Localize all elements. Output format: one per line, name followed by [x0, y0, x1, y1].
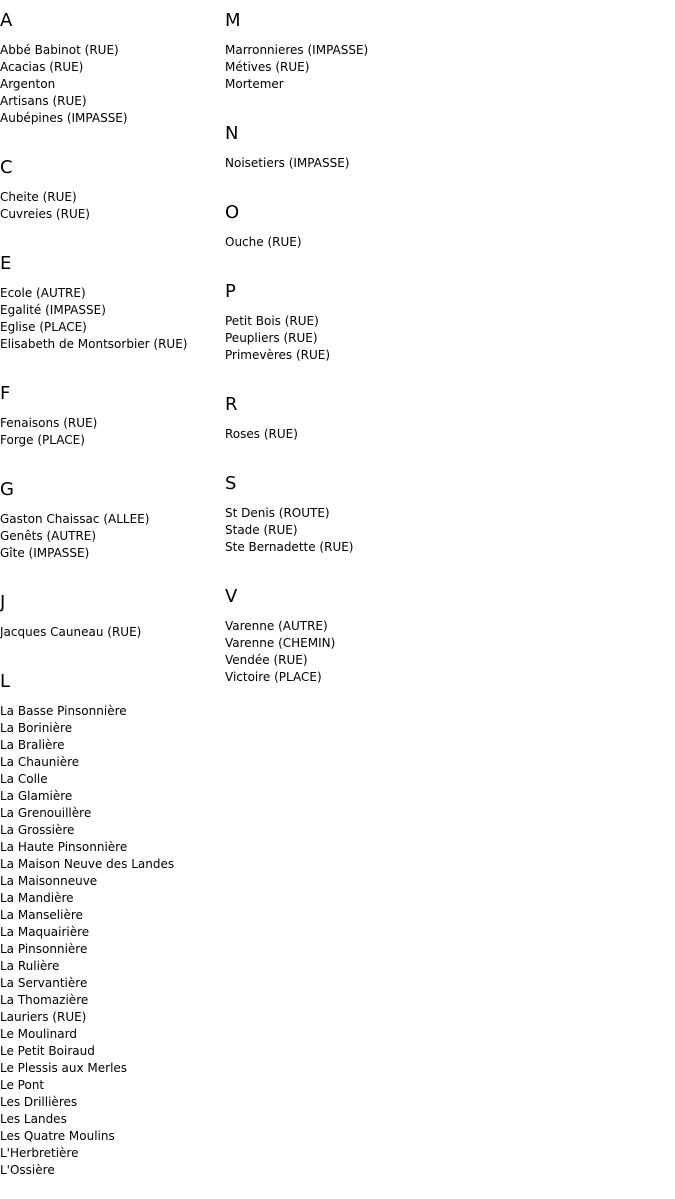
- street-index-column-right: [225, 0, 525, 706]
- list-item: [0, 1145, 225, 1162]
- letter-section: [225, 463, 525, 576]
- list-item: [0, 545, 225, 562]
- street-link[interactable]: La Haute Pinsonnière: [0, 840, 128, 854]
- street-list: [225, 155, 525, 192]
- list-item: [225, 313, 525, 330]
- list-item: [225, 330, 525, 347]
- street-link[interactable]: Egalité (IMPASSE): [0, 303, 106, 317]
- list-item: [0, 1009, 225, 1026]
- list-item: [0, 511, 225, 528]
- street-link[interactable]: St Denis (ROUTE): [225, 506, 330, 520]
- list-item: [225, 76, 525, 93]
- street-link[interactable]: Roses (RUE): [225, 427, 298, 441]
- street-link[interactable]: Le Plessis aux Merles: [0, 1061, 128, 1075]
- street-link[interactable]: La Manselière: [0, 908, 83, 922]
- street-index-column-left: [0, 0, 225, 1199]
- street-link[interactable]: La Thomazière: [0, 993, 89, 1007]
- street-link[interactable]: Les Drillières: [0, 1095, 78, 1109]
- street-link[interactable]: Métives (RUE): [225, 60, 310, 74]
- street-link[interactable]: Gîte (IMPASSE): [0, 546, 90, 560]
- list-item: [0, 189, 225, 206]
- street-link[interactable]: Victoire (PLACE): [225, 670, 322, 684]
- street-link[interactable]: Artisans (RUE): [0, 94, 87, 108]
- list-item: [0, 788, 225, 805]
- list-item: [0, 1128, 225, 1145]
- list-item: [0, 93, 225, 110]
- list-item: [0, 59, 225, 76]
- street-link[interactable]: Ouche (RUE): [225, 235, 302, 249]
- list-item: [0, 285, 225, 302]
- street-link[interactable]: Stade (RUE): [225, 523, 298, 537]
- list-item: [225, 669, 525, 686]
- street-link[interactable]: Jacques Cauneau (RUE): [0, 625, 142, 639]
- street-list: [225, 313, 525, 384]
- list-item: [225, 522, 525, 539]
- street-link[interactable]: L'Ossière: [0, 1163, 55, 1177]
- list-item: [0, 76, 225, 93]
- street-link[interactable]: Le Petit Boiraud: [0, 1044, 95, 1058]
- list-item: [225, 539, 525, 556]
- street-link[interactable]: Noisetiers (IMPASSE): [225, 156, 350, 170]
- list-item: [225, 505, 525, 522]
- street-list: [225, 234, 525, 271]
- letter-section: [225, 192, 525, 271]
- list-item: [0, 1094, 225, 1111]
- street-link[interactable]: La Grossière: [0, 823, 75, 837]
- street-link[interactable]: Genêts (AUTRE): [0, 529, 97, 543]
- letter-section: [225, 0, 525, 113]
- street-link[interactable]: La Maquairière: [0, 925, 90, 939]
- street-list: [225, 42, 525, 113]
- list-item: [0, 754, 225, 771]
- street-link[interactable]: La Rulière: [0, 959, 60, 973]
- letter-heading: L: [0, 671, 11, 692]
- list-item: [0, 992, 225, 1009]
- street-link[interactable]: Le Pont: [0, 1078, 45, 1092]
- letter-heading: G: [0, 479, 14, 500]
- list-item: [0, 975, 225, 992]
- street-link[interactable]: La Borinière: [0, 721, 73, 735]
- letter-heading: F: [0, 383, 11, 404]
- street-list: [0, 703, 225, 1199]
- street-link[interactable]: Varenne (CHEMIN): [225, 636, 336, 650]
- street-list: [0, 415, 225, 469]
- list-item: [0, 1060, 225, 1077]
- street-link[interactable]: Primevères (RUE): [225, 348, 331, 362]
- list-item: [0, 924, 225, 941]
- street-link[interactable]: La Mandière: [0, 891, 74, 905]
- list-item: [0, 319, 225, 336]
- list-item: [0, 771, 225, 788]
- street-link[interactable]: La Grenouillère: [0, 806, 92, 820]
- letter-heading: V: [225, 586, 238, 607]
- street-link[interactable]: Lauriers (RUE): [0, 1010, 87, 1024]
- street-link[interactable]: Gaston Chaissac (ALLEE): [0, 512, 150, 526]
- letter-section: [0, 373, 225, 469]
- letter-heading: S: [225, 473, 237, 494]
- street-link[interactable]: La Bralière: [0, 738, 65, 752]
- letter-heading: C: [0, 157, 13, 178]
- letter-heading: N: [225, 123, 239, 144]
- street-list: [0, 511, 225, 582]
- list-item: [0, 432, 225, 449]
- letter-heading: E: [0, 253, 12, 274]
- street-link[interactable]: Forge (PLACE): [0, 433, 85, 447]
- list-item: [0, 805, 225, 822]
- list-item: [0, 110, 225, 127]
- letter-section: [0, 582, 225, 661]
- list-item: [0, 822, 225, 839]
- letter-section: [225, 271, 525, 384]
- list-item: [225, 42, 525, 59]
- letter-heading: P: [225, 281, 236, 302]
- list-item: [225, 234, 525, 251]
- list-item: [0, 720, 225, 737]
- letter-section: [225, 113, 525, 192]
- street-link[interactable]: Cuvreies (RUE): [0, 207, 90, 221]
- street-link[interactable]: Abbé Babinot (RUE): [0, 43, 119, 57]
- letter-heading: A: [0, 10, 13, 31]
- street-link[interactable]: La Basse Pinsonnière: [0, 704, 127, 718]
- street-link[interactable]: Le Moulinard: [0, 1027, 77, 1041]
- list-item: [0, 958, 225, 975]
- list-item: [0, 1043, 225, 1060]
- street-link[interactable]: La Maison Neuve des Landes: [0, 857, 175, 871]
- list-item: [0, 42, 225, 59]
- street-link[interactable]: Cheite (RUE): [0, 190, 77, 204]
- list-item: [0, 907, 225, 924]
- list-item: [225, 426, 525, 443]
- street-list: [0, 285, 225, 373]
- list-item: [0, 415, 225, 432]
- street-link[interactable]: Ste Bernadette (RUE): [225, 540, 354, 554]
- letter-section: [225, 576, 525, 706]
- list-item: [0, 336, 225, 353]
- list-item: [0, 1026, 225, 1043]
- list-item: [225, 635, 525, 652]
- street-link[interactable]: Les Landes: [0, 1112, 67, 1126]
- list-item: [0, 873, 225, 890]
- list-item: [0, 624, 225, 641]
- list-item: [0, 1111, 225, 1128]
- list-item: [0, 890, 225, 907]
- list-item: [225, 155, 525, 172]
- list-item: [0, 1077, 225, 1094]
- list-item: [0, 1162, 225, 1179]
- list-item: [0, 703, 225, 720]
- street-link[interactable]: Elisabeth de Montsorbier (RUE): [0, 337, 188, 351]
- street-link[interactable]: Peupliers (RUE): [225, 331, 318, 345]
- street-list: [225, 505, 525, 576]
- list-item: [0, 839, 225, 856]
- street-link[interactable]: Acacias (RUE): [0, 60, 84, 74]
- letter-heading: M: [225, 10, 241, 31]
- letter-heading: J: [0, 592, 6, 613]
- street-list: [0, 189, 225, 243]
- street-link[interactable]: Ecole (AUTRE): [0, 286, 86, 300]
- street-link[interactable]: Argenton: [0, 77, 56, 91]
- letter-heading: R: [225, 394, 238, 415]
- street-link[interactable]: La Maisonneuve: [0, 874, 98, 888]
- street-link[interactable]: Eglise (PLACE): [0, 320, 87, 334]
- letter-section: [225, 384, 525, 463]
- list-item: [0, 302, 225, 319]
- list-item: [0, 941, 225, 958]
- street-list: [0, 42, 225, 147]
- street-link[interactable]: Vendée (RUE): [225, 653, 308, 667]
- street-list: [225, 618, 525, 706]
- street-link[interactable]: Petit Bois (RUE): [225, 314, 319, 328]
- list-item: [225, 618, 525, 635]
- street-list: [225, 426, 525, 463]
- list-item: [0, 856, 225, 873]
- letter-section: [0, 0, 225, 147]
- street-link[interactable]: La Pinsonnière: [0, 942, 88, 956]
- letter-section: [0, 469, 225, 582]
- letter-section: [0, 147, 225, 243]
- street-link[interactable]: La Colle: [0, 772, 48, 786]
- street-link[interactable]: La Glamière: [0, 789, 73, 803]
- street-list: [0, 624, 225, 661]
- list-item: [225, 652, 525, 669]
- street-link[interactable]: Les Quatre Moulins: [0, 1129, 115, 1143]
- street-link[interactable]: Aubépines (IMPASSE): [0, 111, 128, 125]
- letter-section: [0, 661, 225, 1199]
- letter-section: [0, 243, 225, 373]
- street-link[interactable]: Varenne (AUTRE): [225, 619, 328, 633]
- street-link[interactable]: La Servantière: [0, 976, 88, 990]
- street-link[interactable]: L'Herbretière: [0, 1146, 79, 1160]
- street-link[interactable]: La Chaunière: [0, 755, 80, 769]
- street-link[interactable]: Fenaisons (RUE): [0, 416, 98, 430]
- street-link[interactable]: Marronnieres (IMPASSE): [225, 43, 369, 57]
- list-item: [0, 528, 225, 545]
- list-item: [0, 206, 225, 223]
- list-item: [0, 737, 225, 754]
- street-link[interactable]: Mortemer: [225, 77, 284, 91]
- letter-heading: O: [225, 202, 240, 223]
- list-item: [225, 59, 525, 76]
- list-item: [225, 347, 525, 364]
